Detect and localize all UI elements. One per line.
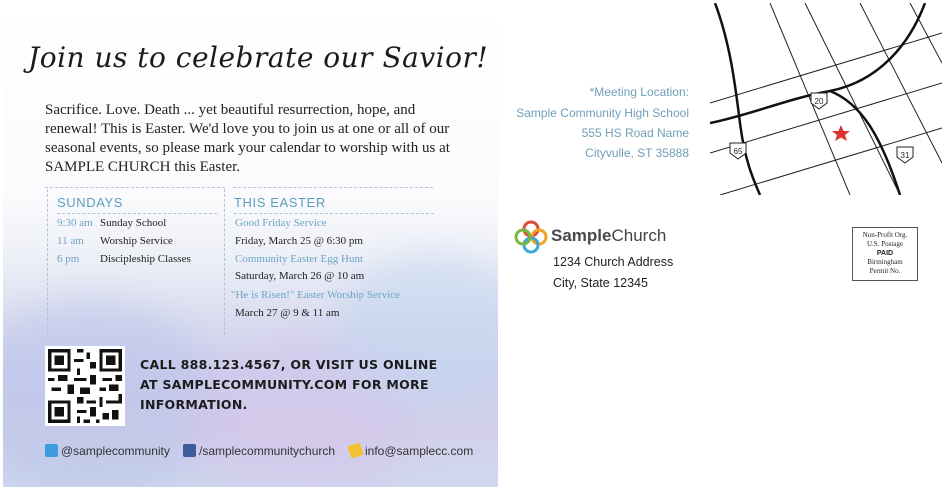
address-line1: 1234 Church Address bbox=[553, 255, 674, 269]
shield-label: 20 bbox=[814, 97, 824, 106]
email-icon bbox=[347, 442, 364, 459]
email-address: info@samplecc.com bbox=[365, 444, 474, 458]
meeting-label: *Meeting Location: bbox=[589, 85, 689, 99]
schedule-time: 11 am bbox=[57, 235, 84, 247]
schedule-name: Discipleship Classes bbox=[100, 253, 191, 265]
address-line2: City, State 12345 bbox=[553, 276, 648, 290]
permit-line: Permit No. bbox=[869, 267, 901, 275]
schedule-time: 9:30 am bbox=[57, 217, 93, 229]
interstate-shield-icon bbox=[730, 143, 746, 159]
schedule-name: Sunday School bbox=[100, 217, 167, 229]
location-map[interactable] bbox=[710, 3, 942, 195]
social-email[interactable] bbox=[349, 444, 473, 458]
divider bbox=[45, 187, 225, 188]
permit-line: U.S. Postage bbox=[867, 240, 903, 248]
divider bbox=[233, 187, 433, 188]
permit-line: Non-Profit Org. bbox=[862, 231, 908, 239]
column-divider bbox=[47, 189, 48, 335]
meeting-name: Sample Community High School bbox=[516, 106, 689, 120]
meeting-city: Cityvulle, ST 35888 bbox=[585, 146, 689, 160]
column-divider bbox=[224, 189, 225, 335]
event-date: March 27 @ 9 & 11 am bbox=[235, 307, 340, 319]
event-title: Good Friday Service bbox=[235, 217, 327, 229]
church-logo-icon bbox=[513, 219, 549, 255]
schedule-time: 6 pm bbox=[57, 253, 80, 265]
sundays-title: SUNDAYS bbox=[57, 195, 124, 210]
twitter-icon bbox=[45, 444, 58, 457]
shield-label: 31 bbox=[900, 151, 910, 160]
qr-code-icon[interactable] bbox=[45, 346, 125, 426]
headline: Join us to celebrate our Savior! bbox=[28, 41, 489, 74]
social-twitter[interactable] bbox=[45, 444, 170, 458]
cta-text: CALL 888.123.4567, OR VISIT US ONLINE AT SAMPLECOMMUNITY.COM FOR MORE INFORMATION. bbox=[140, 357, 438, 412]
front-panel bbox=[3, 3, 498, 487]
twitter-handle: @samplecommunity bbox=[61, 444, 170, 458]
event-title: Community Easter Egg Hunt bbox=[235, 253, 364, 265]
facebook-handle: /samplecommunitychurch bbox=[199, 444, 336, 458]
event-date: Saturday, March 26 @ 10 am bbox=[235, 270, 365, 282]
social-facebook[interactable] bbox=[183, 444, 335, 458]
permit-line: Birmingham bbox=[867, 258, 903, 266]
shield-label: 65 bbox=[733, 147, 743, 156]
event-date: Friday, March 25 @ 6:30 pm bbox=[235, 235, 363, 247]
interstate-shield-icon bbox=[897, 147, 913, 163]
easter-title: THIS EASTER bbox=[234, 195, 326, 210]
postage-permit bbox=[852, 227, 918, 281]
divider bbox=[234, 213, 434, 214]
brand-bold: Sample bbox=[551, 226, 612, 245]
meeting-street: 555 HS Road Name bbox=[581, 126, 689, 140]
intro-paragraph: Sacrifice. Love. Death ... yet beautiful resurrection, hope, and renewal! This is Easter. We'd love you to join us at one or all of our seasonal events, so please mark your calendar to worship with us at SAMPLE CHURCH this Easter. bbox=[45, 102, 450, 175]
brand-light: Church bbox=[611, 226, 667, 245]
permit-paid: PAID bbox=[876, 250, 894, 257]
location-star-icon bbox=[832, 125, 850, 141]
schedule-name: Worship Service bbox=[100, 235, 173, 247]
divider bbox=[57, 213, 217, 214]
event-title: "He is Risen!" Easter Worship Service bbox=[231, 289, 400, 301]
church-brand bbox=[551, 226, 666, 246]
facebook-icon bbox=[183, 444, 196, 457]
